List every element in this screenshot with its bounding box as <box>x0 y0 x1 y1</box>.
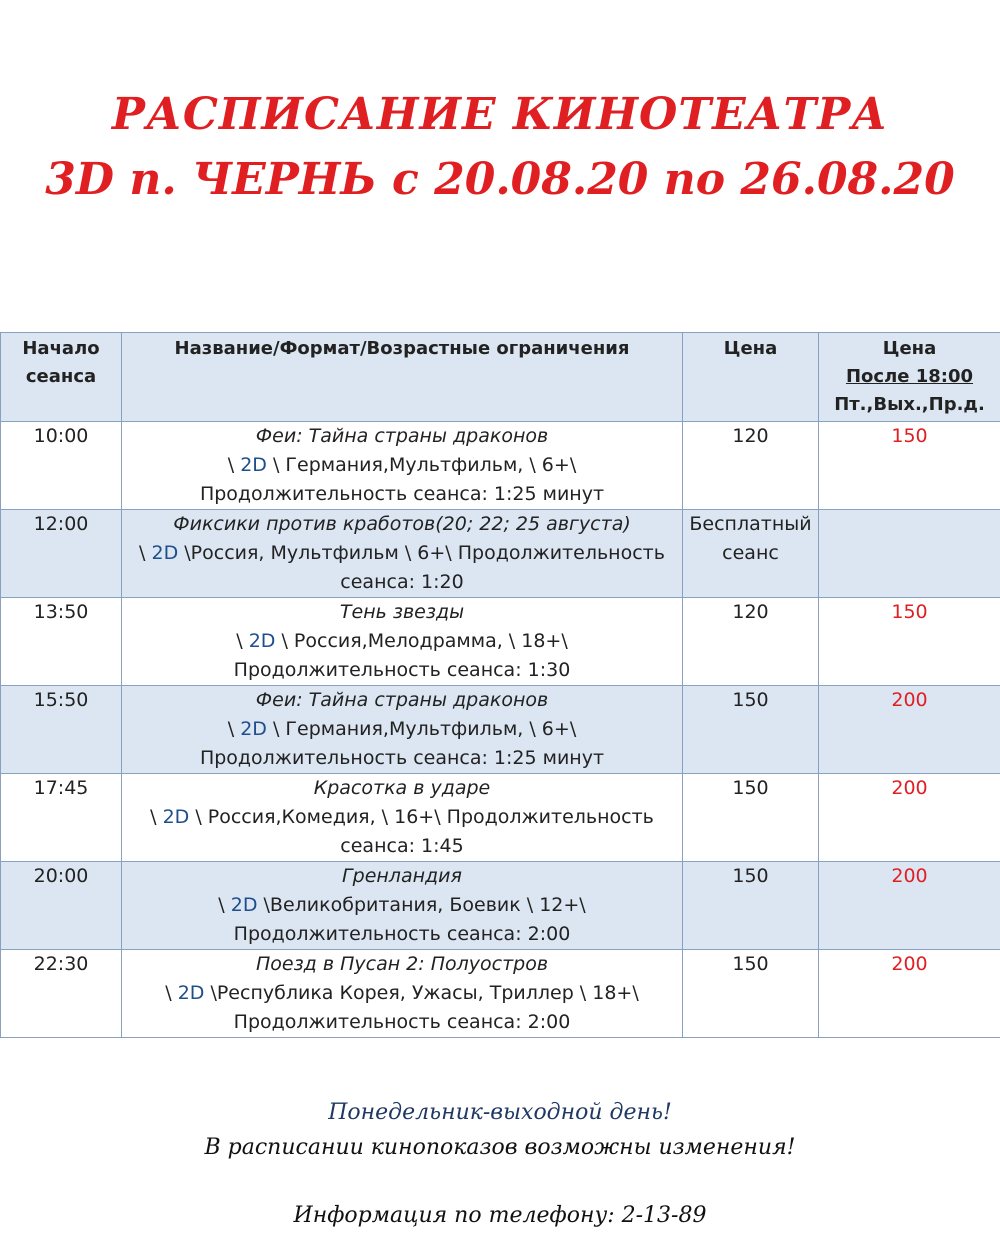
price-cell <box>683 862 819 950</box>
film-title: Феи: Тайна страны драконов <box>255 425 549 447</box>
session-time: 15:50 <box>1 686 122 774</box>
film-details: \ Германия,Мультфильм, \ 6+\ <box>266 718 577 740</box>
film-format: 2D <box>248 630 276 652</box>
price: 150 <box>732 953 769 975</box>
page-title-line-1: РАСПИСАНИЕ КИНОТЕАТРА <box>111 89 889 140</box>
price: 150 <box>732 865 769 887</box>
table-row <box>1 774 1000 862</box>
film-details: \Россия, Мультфильм \ 6+\ Продолжительность <box>178 542 665 564</box>
film-info-line-1 <box>122 979 682 1008</box>
header-start-time-line-2: сеанса <box>25 366 97 387</box>
late-price <box>819 510 1000 598</box>
table-row <box>1 510 1000 598</box>
film-cell <box>122 598 683 686</box>
format-prefix: \ <box>236 630 249 652</box>
price-cell <box>683 510 819 598</box>
header-late-price-after: После 18:00 <box>845 366 974 387</box>
film-details: \Республика Корея, Ужасы, Триллер \ 18+\ <box>204 982 639 1004</box>
price: 150 <box>732 777 769 799</box>
price: Бесплатный <box>689 513 812 535</box>
film-format: 2D <box>151 542 179 564</box>
late-price: 200 <box>819 774 1000 862</box>
schedule-changes-notice: В расписании кинопоказов возможны изменения! <box>204 1135 796 1160</box>
price-cell <box>683 774 819 862</box>
closed-day-notice: Понедельник-выходной день! <box>328 1100 672 1125</box>
film-info-line-1 <box>122 803 682 832</box>
table-row <box>1 862 1000 950</box>
price-cell <box>683 686 819 774</box>
film-format: 2D <box>230 894 258 916</box>
film-cell <box>122 686 683 774</box>
film-details: \ Германия,Мультфильм, \ 6+\ <box>266 454 577 476</box>
price: 150 <box>732 689 769 711</box>
price-line-2: сеанс <box>722 542 779 564</box>
session-time: 17:45 <box>1 774 122 862</box>
header-start-time <box>1 333 122 422</box>
late-price: 150 <box>819 598 1000 686</box>
session-time: 13:50 <box>1 598 122 686</box>
film-format: 2D <box>240 718 267 740</box>
film-format: 2D <box>162 806 190 828</box>
format-prefix: \ <box>227 454 241 476</box>
film-info-line-2: Продолжительность сеанса: 1:25 минут <box>199 747 605 769</box>
film-details: \Великобритания, Боевик \ 12+\ <box>257 894 586 916</box>
price: 120 <box>732 425 769 447</box>
session-time: 22:30 <box>1 950 122 1038</box>
film-title: Поезд в Пусан 2: Полуостров <box>255 953 549 975</box>
format-prefix: \ <box>218 894 231 916</box>
late-price: 200 <box>819 862 1000 950</box>
header-late-price-label: Цена <box>882 338 937 359</box>
format-prefix: \ <box>165 982 178 1004</box>
session-time: 12:00 <box>1 510 122 598</box>
film-info-line-1 <box>122 715 682 744</box>
film-info-line-2: Продолжительность сеанса: 2:00 <box>233 1011 571 1033</box>
film-title: Фиксики против кработов(20; 22; 25 августа) <box>173 513 631 535</box>
late-price: 200 <box>819 686 1000 774</box>
session-time: 10:00 <box>1 422 122 510</box>
film-format: 2D <box>177 982 205 1004</box>
header-late-price <box>819 333 1000 422</box>
film-cell <box>122 774 683 862</box>
table-row <box>1 598 1000 686</box>
format-prefix: \ <box>227 718 241 740</box>
film-info-line-2: сеанса: 1:45 <box>340 835 464 857</box>
page-title-line-2: 3D п. ЧЕРНЬ с 20.08.20 по 26.08.20 <box>45 154 955 205</box>
film-details: \ Россия,Комедия, \ 16+\ Продолжительность <box>189 806 654 828</box>
price: 120 <box>732 601 769 623</box>
film-cell <box>122 862 683 950</box>
film-info-line-2: Продолжительность сеанса: 1:25 минут <box>199 483 605 505</box>
film-info-line-2: Продолжительность сеанса: 1:30 <box>233 659 571 681</box>
table-row <box>1 686 1000 774</box>
phone-info: Информация по телефону: 2-13-89 <box>293 1203 707 1228</box>
film-title: Гренландия <box>342 865 462 887</box>
film-info-line-2: сеанса: 1:20 <box>340 571 464 593</box>
format-prefix: \ <box>139 542 152 564</box>
table-header-row <box>1 333 1000 422</box>
film-title: Тень звезды <box>339 601 465 623</box>
table-row <box>1 422 1000 510</box>
film-info-line-2: Продолжительность сеанса: 2:00 <box>233 923 571 945</box>
film-cell <box>122 950 683 1038</box>
film-title: Красотка в ударе <box>313 777 491 799</box>
session-time: 20:00 <box>1 862 122 950</box>
format-prefix: \ <box>150 806 163 828</box>
table-row <box>1 950 1000 1038</box>
header-late-price-days: Пт.,Вых.,Пр.д. <box>834 394 985 415</box>
film-details: \ Россия,Мелодрамма, \ 18+\ <box>275 630 568 652</box>
late-price: 200 <box>819 950 1000 1038</box>
header-film: Название/Формат/Возрастные ограничения <box>122 333 683 422</box>
film-format: 2D <box>240 454 267 476</box>
film-info-line-1 <box>122 451 682 480</box>
price-cell <box>683 950 819 1038</box>
header-start-time-line-1: Начало <box>22 338 100 359</box>
film-info-line-1 <box>122 627 682 656</box>
film-info-line-1 <box>122 539 682 568</box>
price-cell <box>683 422 819 510</box>
film-cell <box>122 510 683 598</box>
price-cell <box>683 598 819 686</box>
film-cell <box>122 422 683 510</box>
film-info-line-1 <box>122 891 682 920</box>
late-price: 150 <box>819 422 1000 510</box>
schedule-table <box>0 332 1000 1038</box>
header-price: Цена <box>683 333 819 422</box>
film-title: Феи: Тайна страны драконов <box>255 689 549 711</box>
